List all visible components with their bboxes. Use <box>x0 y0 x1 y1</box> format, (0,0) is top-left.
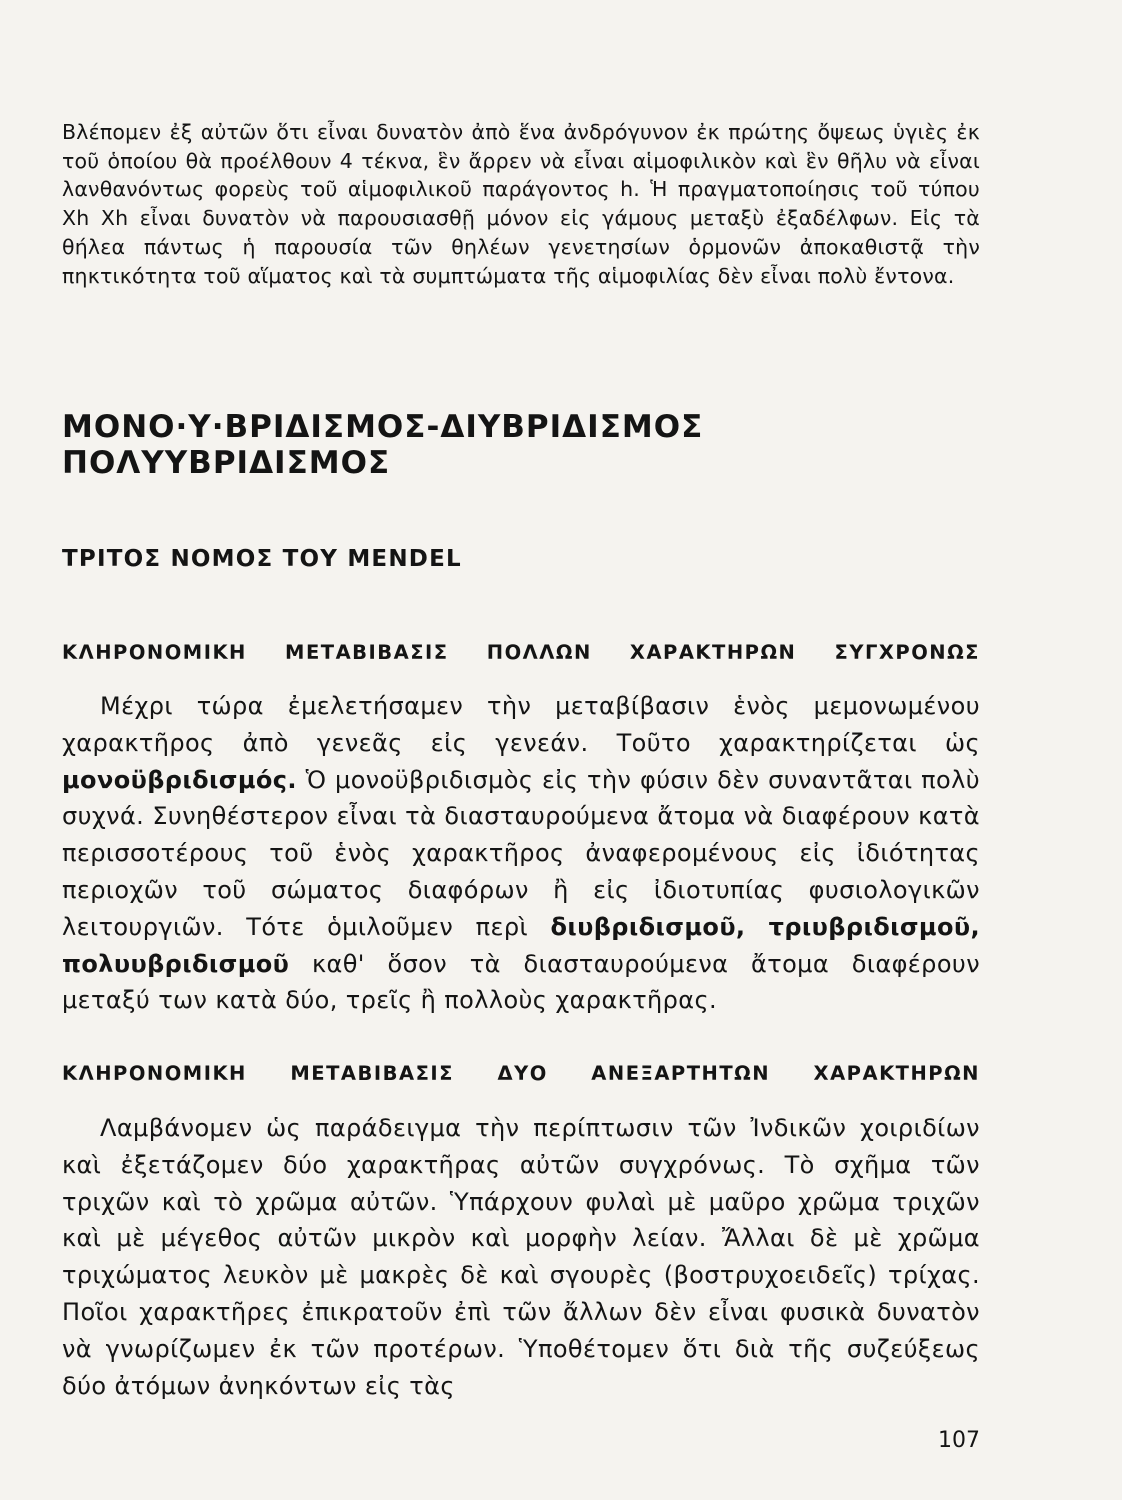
paragraph1-part3: καθ' ὅσον τὰ διασταυρούμενα ἄτομα διαφέρουν μεταξύ των κατὰ δύο, τρεῖς ἢ πολλοὺς χαρακτῆρας. <box>62 949 980 1015</box>
chapter-title <box>62 409 982 481</box>
paragraph1-part2: Ὁ μονοϋβριδισμὸς εἰς τὴν φύσιν δὲν συναντᾶται πολὺ συχνά. Συνηθέστερον εἶναι τὰ διασταυρούμενα ἄτομα νὰ διαφέρουν κατὰ περισσοτέρους τοῦ ἑνὸς χαρακτῆρος ἀναφερομένους εἰς ἰδιότητας περιοχῶν τοῦ σώματος διαφόρων ἢ εἰς ἰδιοτυπίας φυσιολογικῶν λειτουργιῶν. Τότε ὁμιλοῦμεν περὶ <box>62 765 980 941</box>
subsection-title-two-traits: ΚΛΗΡΟΝΟΜΙΚΗ ΜΕΤΑΒΙΒΑΣΙΣ ΔΥΟ ΑΝΕΞΑΡΤΗΤΩΝ ΧΑΡΑΚΤΗΡΩΝ <box>62 1062 980 1085</box>
chapter-title-line1: ΜΟΝΟ·Υ·ΒΡΙΔΙΣΜΟΣ-ΔΙΥΒΡΙΔΙΣΜΟΣ <box>62 409 704 445</box>
subsection-title-many-traits: ΚΛΗΡΟΝΟΜΙΚΗ ΜΕΤΑΒΙΒΑΣΙΣ ΠΟΛΛΩΝ ΧΑΡΑΚΤΗΡΩΝ ΣΥΓΧΡΟΝΩΣ <box>62 641 980 664</box>
term-monohybridism: μονοϋβριδισμός. <box>62 765 297 794</box>
page-number: 107 <box>938 1428 980 1453</box>
paragraph1-part1: Μέχρι τώρα ἐμελετήσαμεν τὴν μεταβίβασιν ἑνὸς μεμονωμένου χαρακτῆρος ἀπὸ γενεᾶς εἰς γενεάν. Τοῦτο χαρακτηρίζεται ὡς <box>62 692 980 757</box>
paragraph-guinea-pigs: Λαμβάνομεν ὡς παράδειγμα τὴν περίπτωσιν τῶν Ἰνδικῶν χοιριδίων καὶ ἐξετάζομεν δύο χαρακτῆρας αὐτῶν συγχρόνως. Τὸ σχῆμα τῶν τριχῶν καὶ τὸ χρῶμα αὐτῶν. Ὑπάρχουν φυλαὶ μὲ μαῦρο χρῶμα τριχῶν καὶ μὲ μέγεθος αὐτῶν μικρὸν καὶ μορφὴν λείαν. Ἄλλαι δὲ μὲ χρῶμα τριχώματος λευκὸν μὲ μακρὲς δὲ καὶ σγουρὲς (βοστρυχοειδεῖς) τρίχας. Ποῖοι χαρακτῆρες ἐπικρατοῦν ἐπὶ τῶν ἄλλων δὲν εἶναι φυσικὰ δυνατὸν νὰ γνωρίζωμεν ἐκ τῶν προτέρων. Ὑποθέτομεν ὅτι διὰ τῆς συζεύξεως δύο ἀτόμων ἀνηκόντων εἰς τὰς <box>62 1114 980 1400</box>
chapter-title-line2: ΠΟΛΥΥΒΡΙΔΙΣΜΟΣ <box>62 445 391 481</box>
term-polyhybridism: διυβριδισμοῦ, τριυβριδισμοῦ, πολυυβριδισμοῦ <box>62 912 980 978</box>
intro-paragraph: Βλέπομεν ἐξ αὐτῶν ὅτι εἶναι δυνατὸν ἀπὸ ἕνα ἀνδρόγυνον ἐκ πρώτης ὄψεως ὑγιὲς ἐκ τοῦ ὁποίου θὰ προέλθουν 4 τέκνα, ἓν ἄρρεν νὰ εἶναι αἱμοφιλικὸν καὶ ἓν θῆλυ νὰ εἶναι λανθανόντως φορεὺς τοῦ αἱμοφιλικοῦ παράγοντος h. Ἡ πραγματοποίησις τοῦ τύπου Xh Xh εἶναι δυνατὸν νὰ παρουσιασθῇ μόνον εἰς γάμους μεταξὺ ἐξαδέλφων. Εἰς τὰ θήλεα πάντως ἡ παρουσία τῶν θηλέων γενετησίων ὁρμονῶν ἀποκαθιστᾷ τὴν πηκτικότητα τοῦ αἵματος καὶ τὰ συμπτώματα τῆς αἱμοφιλίας δὲν εἶναι πολὺ ἔντονα. <box>62 120 980 288</box>
paragraph-monohybridism <box>62 688 980 1019</box>
section-title: ΤΡΙΤΟΣ ΝΟΜΟΣ ΤΟΥ MENDEL <box>62 546 462 572</box>
